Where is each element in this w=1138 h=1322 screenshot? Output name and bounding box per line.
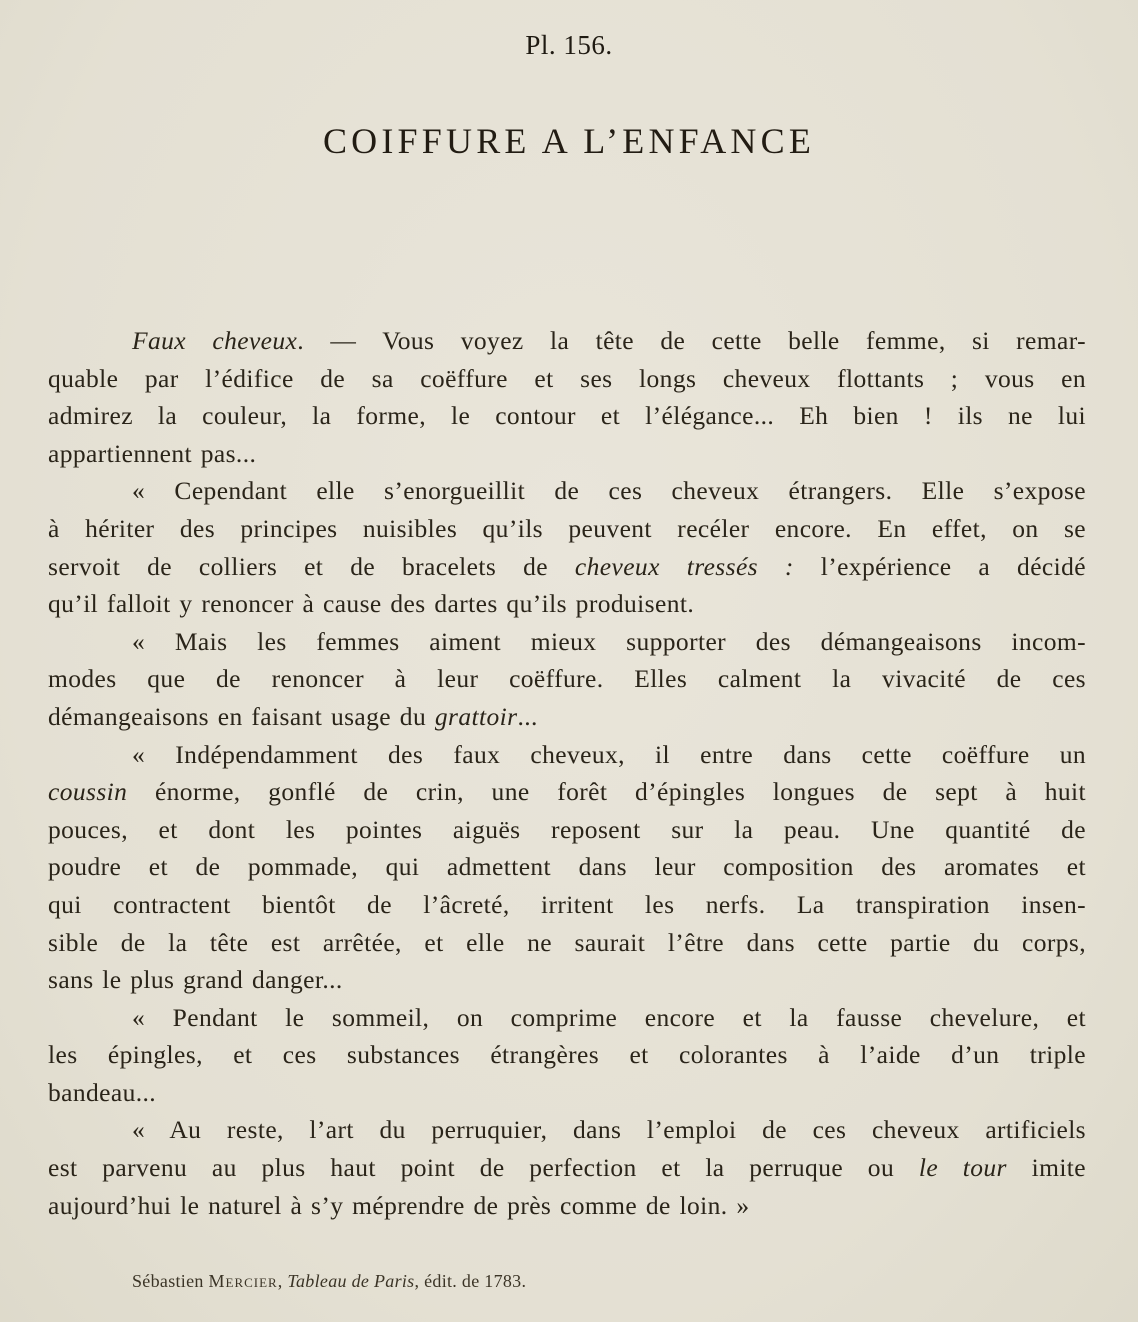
text-segment: poudre et de pommade, qui admettent dans leur composition des aromates et <box>48 852 1086 882</box>
text-segment: qu’il falloit y renoncer à cause des dartes qu’ils produisent. <box>48 589 695 619</box>
text-line <box>48 773 1086 811</box>
text-segment: démangeaisons en faisant usage du <box>48 701 435 731</box>
text-line <box>48 472 1086 510</box>
text-segment: ... <box>517 701 538 731</box>
text-segment: imite <box>1006 1153 1087 1183</box>
italic-text: grattoir <box>434 701 518 731</box>
text-line <box>48 360 1086 398</box>
text-segment: sible de la tête est arrêtée, et elle ne saurait l’être dans cette partie du corps, <box>48 927 1086 957</box>
text-segment: sans le plus grand danger... <box>48 965 343 995</box>
text-line <box>48 924 1086 962</box>
citation-work-title: Tableau de Paris <box>287 1271 415 1291</box>
text-line <box>48 1187 1086 1225</box>
text-segment: « Pendant le sommeil, on comprime encore et la fausse chevelure, et <box>132 1002 1086 1032</box>
citation <box>132 1271 526 1292</box>
text-line <box>48 585 1086 623</box>
text-segment: qui contractent bientôt de l’âcreté, irritent les nerfs. La transpiration insen- <box>48 889 1086 919</box>
plate-number: Pl. 156. <box>525 30 613 60</box>
italic-text: Faux cheveux <box>132 326 298 355</box>
paragraph <box>48 623 1086 736</box>
text-line <box>48 322 1086 360</box>
italic-text: cheveux tressés : <box>574 551 794 581</box>
paragraph <box>48 736 1086 999</box>
paragraph <box>48 999 1086 1112</box>
paragraph <box>48 322 1086 472</box>
page-title: COIFFURE A L’ENFANCE <box>322 121 816 161</box>
italic-text: coussin <box>48 777 128 807</box>
text-segment: énorme, gonflé de crin, une forêt d’épingles longues de sept à huit <box>127 777 1086 807</box>
text-segment: les épingles, et ces substances étrangères et colorantes à l’aide d’un triple <box>48 1040 1086 1070</box>
text-line <box>48 1149 1086 1187</box>
text-segment: bandeau... <box>48 1077 157 1107</box>
text-line <box>48 397 1086 435</box>
text-line <box>48 961 1086 999</box>
text-line <box>48 623 1086 661</box>
citation-edition: , édit. de 1783. <box>414 1271 527 1291</box>
text-segment: pouces, et dont les pointes aiguës reposent sur la peau. Une quantité de <box>48 814 1086 844</box>
text-line <box>48 1111 1086 1149</box>
text-line <box>48 548 1086 586</box>
citation-author-last: Mercier <box>208 1271 278 1291</box>
citation-separator: , <box>277 1271 288 1291</box>
text-segment: admirez la couleur, la forme, le contour et l’élégance... Eh bien ! ils ne lui <box>48 401 1086 431</box>
text-line <box>48 698 1086 736</box>
text-segment: servoit de colliers et de bracelets de <box>48 551 575 581</box>
text-line <box>48 660 1086 698</box>
body-text <box>48 322 1086 1224</box>
text-segment: aujourd’hui le naturel à s’y méprendre de près comme de loin. » <box>48 1190 750 1220</box>
text-segment: est parvenu au plus haut point de perfection et la perruque ou <box>48 1153 919 1183</box>
text-line <box>48 435 1086 473</box>
text-line <box>48 736 1086 774</box>
text-line <box>48 999 1086 1037</box>
text-segment: l’expérience a décidé <box>793 551 1086 581</box>
text-segment: appartiennent pas... <box>48 438 257 468</box>
text-segment: « Indépendamment des faux cheveux, il entre dans cette coëffure un <box>132 739 1086 769</box>
text-line <box>48 811 1086 849</box>
text-line <box>48 1036 1086 1074</box>
text-line <box>48 886 1086 924</box>
text-line <box>48 848 1086 886</box>
italic-text: le tour <box>918 1153 1007 1183</box>
text-segment: « Mais les femmes aiment mieux supporter des démangeaisons incom- <box>132 626 1086 656</box>
text-segment: modes que de renoncer à leur coëffure. Elles calment la vivacité de ces <box>48 664 1086 694</box>
text-segment: « Au reste, l’art du perruquier, dans l’emploi de ces cheveux artificiels <box>132 1115 1086 1145</box>
text-segment: . — Vous voyez la tête de cette belle femme, si remar- <box>297 326 1086 355</box>
paragraph <box>48 1111 1086 1224</box>
text-line <box>48 510 1086 548</box>
text-segment: quable par l’édifice de sa coëffure et ses longs cheveux flottants ; vous en <box>48 363 1086 393</box>
text-segment: « Cependant elle s’enorgueillit de ces cheveux étrangers. Elle s’expose <box>132 476 1086 506</box>
citation-author-first: Sébastien <box>132 1271 209 1291</box>
text-segment: à hériter des principes nuisibles qu’ils peuvent recéler encore. En effet, on se <box>48 513 1086 543</box>
paragraph <box>48 472 1086 622</box>
text-line <box>48 1074 1086 1112</box>
